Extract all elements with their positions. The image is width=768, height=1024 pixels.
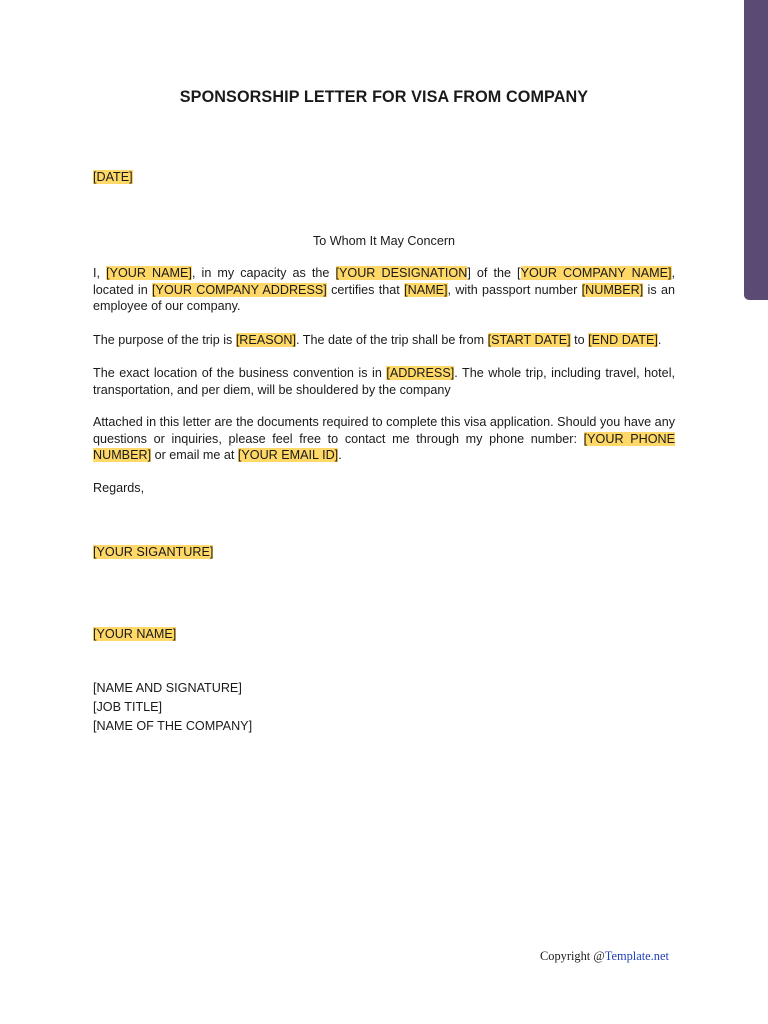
signature-placeholder: [YOUR SIGANTURE] bbox=[93, 545, 214, 559]
job-title-line: [JOB TITLE] bbox=[93, 700, 163, 714]
paragraph-attachments: Attached in this letter are the documents required to complete this visa application. Should you have any questions or inquiries, please feel free to contact me through my phone number: [YOUR PHONE NUMBER] or email me at [YOUR EMAIL ID]. bbox=[93, 415, 675, 463]
date-placeholder: [DATE] bbox=[93, 170, 133, 184]
name-and-signature-line: [NAME AND SIGNATURE] bbox=[93, 681, 242, 695]
template-net-link[interactable]: Template.net bbox=[604, 949, 669, 963]
salutation: To Whom It May Concern bbox=[312, 234, 456, 248]
paragraph-purpose: The purpose of the trip is [REASON]. The date of the trip shall be from [START DATE] to [END DATE]. bbox=[93, 333, 662, 347]
company-name-line: [NAME OF THE COMPANY] bbox=[93, 719, 253, 733]
side-bookmark-tab bbox=[744, 0, 768, 300]
letter-title: SPONSORSHIP LETTER FOR VISA FROM COMPANY bbox=[179, 88, 589, 106]
copyright-notice: Copyright @Template.net bbox=[540, 949, 669, 963]
closing-text: Regards, bbox=[93, 481, 145, 495]
your-name-placeholder: [YOUR NAME] bbox=[93, 627, 177, 641]
paragraph-intro: I, [YOUR NAME], in my capacity as the [YOUR DESIGNATION] of the [YOUR COMPANY NAME], located in [YOUR COMPANY ADDRESS] certifies that [NAME], with passport number [NUMBER] is an employee of our company. bbox=[93, 266, 676, 314]
paragraph-location: The exact location of the business convention is in [ADDRESS]. The whole trip, including travel, hotel, transportation, and per diem, will be shouldered by the company bbox=[93, 366, 675, 397]
